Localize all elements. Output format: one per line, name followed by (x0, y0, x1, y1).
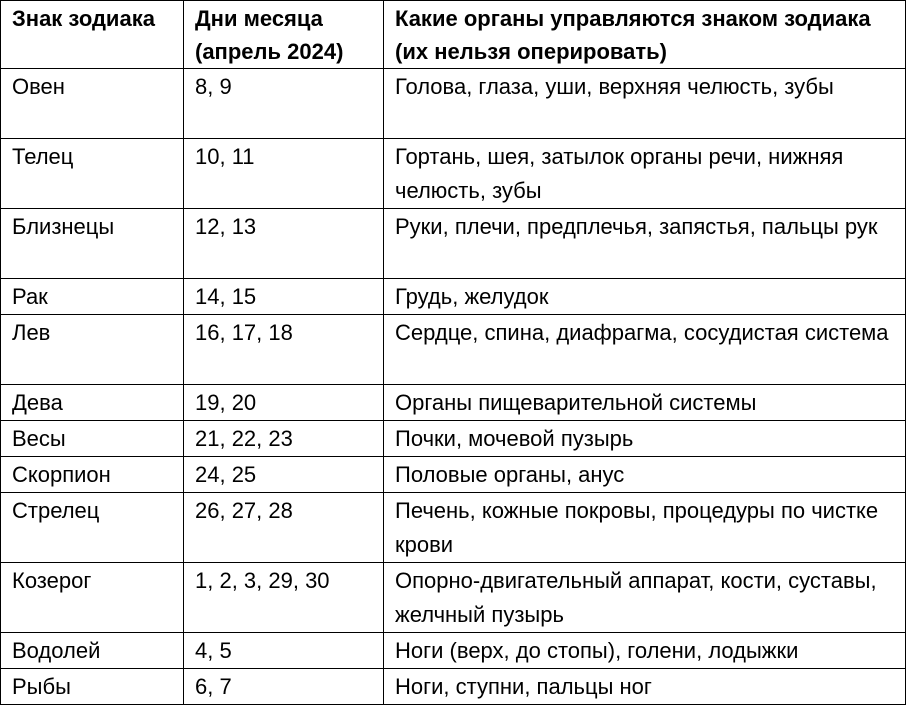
days-cell: 16, 17, 18 (184, 315, 384, 385)
table-row (1, 421, 906, 457)
days-cell: 6, 7 (184, 669, 384, 705)
organs-cell: Почки, мочевой пузырь (384, 421, 906, 457)
sign-cell: Водолей (1, 633, 184, 669)
organs-cell: Опорно-двигательный аппарат, кости, суставы, желчный пузырь (384, 563, 906, 633)
header-row (1, 1, 906, 69)
sign-cell: Скорпион (1, 457, 184, 493)
sign-cell: Близнецы (1, 209, 184, 279)
header-sign: Знак зодиака (1, 1, 184, 69)
table-row (1, 633, 906, 669)
days-cell: 24, 25 (184, 457, 384, 493)
sign-cell: Козерог (1, 563, 184, 633)
sign-cell: Лев (1, 315, 184, 385)
sign-cell: Рак (1, 279, 184, 315)
table-row (1, 493, 906, 563)
days-cell: 21, 22, 23 (184, 421, 384, 457)
sign-cell: Дева (1, 385, 184, 421)
table-row (1, 279, 906, 315)
days-cell: 19, 20 (184, 385, 384, 421)
organs-cell: Органы пищеварительной системы (384, 385, 906, 421)
table-row (1, 315, 906, 385)
organs-cell: Сердце, спина, диафрагма, сосудистая система (384, 315, 906, 385)
organs-cell: Ноги, ступни, пальцы ног (384, 669, 906, 705)
days-cell: 10, 11 (184, 139, 384, 209)
table-row (1, 69, 906, 139)
days-cell: 12, 13 (184, 209, 384, 279)
table-row (1, 669, 906, 705)
sign-cell: Весы (1, 421, 184, 457)
sign-cell: Рыбы (1, 669, 184, 705)
days-cell: 4, 5 (184, 633, 384, 669)
sign-cell: Овен (1, 69, 184, 139)
organs-cell: Половые органы, анус (384, 457, 906, 493)
days-cell: 8, 9 (184, 69, 384, 139)
organs-cell: Руки, плечи, предплечья, запястья, пальцы рук (384, 209, 906, 279)
days-cell: 26, 27, 28 (184, 493, 384, 563)
organs-cell: Грудь, желудок (384, 279, 906, 315)
header-days: Дни месяца (апрель 2024) (184, 1, 384, 69)
table-row (1, 385, 906, 421)
days-cell: 1, 2, 3, 29, 30 (184, 563, 384, 633)
header-organs: Какие органы управляются знаком зодиака (их нельзя оперировать) (384, 1, 906, 69)
organs-cell: Гортань, шея, затылок органы речи, нижняя челюсть, зубы (384, 139, 906, 209)
organs-cell: Ноги (верх, до стопы), голени, лодыжки (384, 633, 906, 669)
table-row (1, 209, 906, 279)
organs-cell: Печень, кожные покровы, процедуры по чистке крови (384, 493, 906, 563)
table-row (1, 563, 906, 633)
table-row (1, 457, 906, 493)
table-row (1, 139, 906, 209)
sign-cell: Телец (1, 139, 184, 209)
days-cell: 14, 15 (184, 279, 384, 315)
sign-cell: Стрелец (1, 493, 184, 563)
organs-cell: Голова, глаза, уши, верхняя челюсть, зубы (384, 69, 906, 139)
